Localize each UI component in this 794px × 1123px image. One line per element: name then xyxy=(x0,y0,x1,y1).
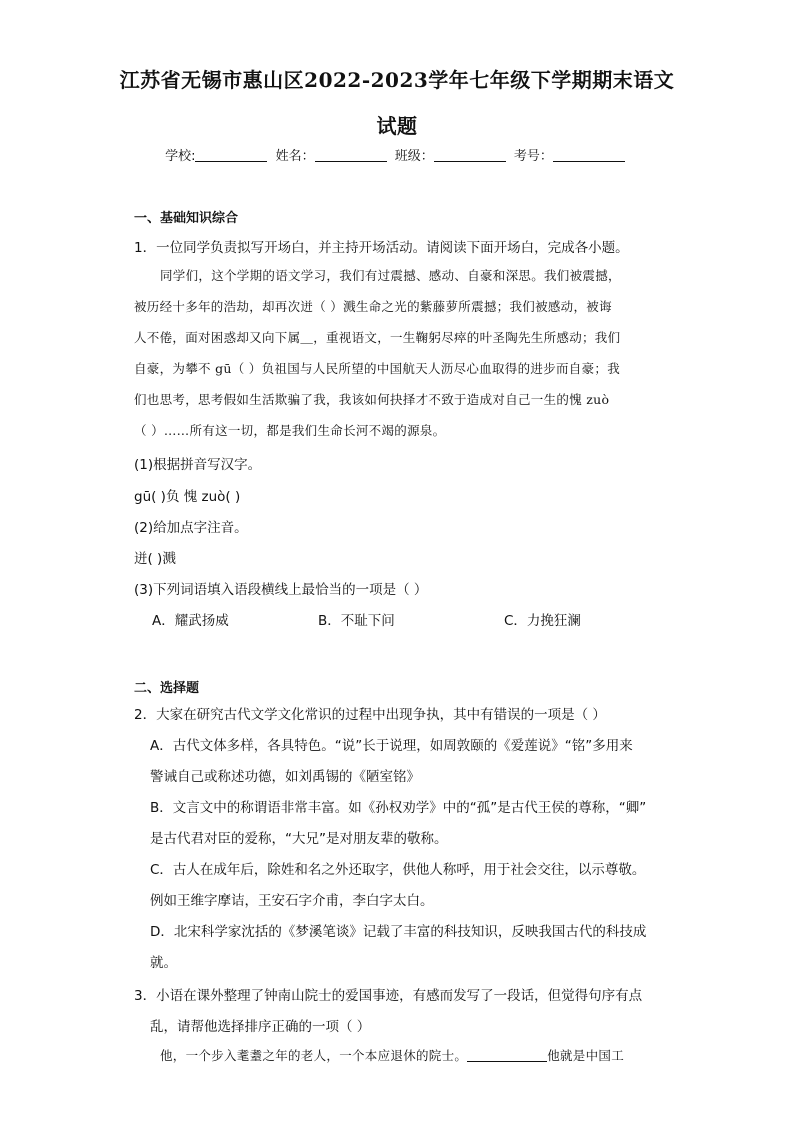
section-heading-1: 一、基础知识综合 xyxy=(134,211,239,226)
sub-question-1: (1)根据拼音写汉字。 xyxy=(134,457,262,473)
class-blank[interactable] xyxy=(434,149,506,162)
name-label: 姓名： xyxy=(275,149,315,164)
student-info-row xyxy=(0,145,794,164)
option-b[interactable]: B．不耻下问 xyxy=(318,613,395,629)
option-d-line-cont: 就。 xyxy=(150,955,177,971)
sub-question-2-items: 迸( )溅 xyxy=(134,551,176,567)
section-heading-2: 二、选择题 xyxy=(134,681,200,696)
fill-blank[interactable] xyxy=(467,1049,547,1062)
number-blank[interactable] xyxy=(553,149,625,162)
sub-question-1-items: gū( )负 愧 zuò( ) xyxy=(134,489,241,505)
option-c-line-cont: 例如王维字摩诘，王安石字介甫，李白字太白。 xyxy=(150,893,434,909)
option-a[interactable]: A．耀武扬威 xyxy=(152,613,229,629)
passage-line: 人不倦，面对困惑却又向下属＿，重视语文，一生鞠躬尽瘁的叶圣陶先生所感动；我们 xyxy=(134,330,621,345)
passage-line: 同学们，这个学期的语文学习，我们有过震撼、感动、自豪和深思。我们被震撼， xyxy=(160,268,621,283)
passage-text: 他，一个步入耄耋之年的老人，一个本应退休的院士。 xyxy=(160,1048,468,1063)
question-3-stem-cont: 乱，请帮他选择排序正确的一项（ ） xyxy=(150,1019,371,1035)
question-3-stem: 3．小语在课外整理了钟南山院士的爱国事迹，有感而发写了一段话，但觉得句序有点 xyxy=(134,988,643,1004)
option-b-line[interactable]: B．文言文中的称谓语非常丰富。如《孙权劝学》中的“孤”是古代王侯的尊称，“卿” xyxy=(150,800,647,816)
school-blank[interactable] xyxy=(195,149,267,162)
passage-text: 他就是中国工 xyxy=(547,1048,625,1063)
school-label: 学校: xyxy=(165,149,196,164)
passage-line: 们也思考，思考假如生活欺骗了我，我该如何抉择才不致于造成对自己一生的愧 zuò xyxy=(134,392,610,407)
question-1-stem: 1．一位同学负责拟写开场白，并主持开场活动。请阅读下面开场白，完成各小题。 xyxy=(134,240,629,256)
sub-question-3: (3)下列词语填入语段横线上最恰当的一项是（ ） xyxy=(134,582,428,598)
class-label: 班级： xyxy=(394,149,434,164)
option-b-line-cont: 是古代君对臣的爱称，“大兄”是对朋友辈的敬称。 xyxy=(150,831,448,847)
option-c[interactable]: C．力挽狂澜 xyxy=(504,613,581,629)
page-title-continued: 试题 xyxy=(376,114,418,138)
passage-line: 被历经十多年的浩劫，却再次迸（ ）溅生命之光的紫藤萝所震撼；我们被感动，被诲 xyxy=(134,299,612,314)
option-a-line[interactable]: A．古代文体多样，各具特色。“说”长于说理，如周敦颐的《爱莲说》“铭”多用来 xyxy=(150,738,633,754)
question-3-passage xyxy=(160,1046,624,1064)
option-c-line[interactable]: C．古人在成年后，除姓和名之外还取字，供他人称呼，用于社会交往，以示尊敬。 xyxy=(150,862,646,878)
page-title: 江苏省无锡市惠山区2022-2023学年七年级下学期期末语文 xyxy=(119,68,675,92)
name-blank[interactable] xyxy=(315,149,387,162)
passage-line: （ ）……所有这一切，都是我们生命长河不竭的源泉。 xyxy=(134,423,446,438)
option-d-line[interactable]: D．北宋科学家沈括的《梦溪笔谈》记载了丰富的科技知识，反映我国古代的科技成 xyxy=(150,924,647,940)
number-label: 考号： xyxy=(513,149,553,164)
passage-line: 自豪，为攀不 gū（ ）负祖国与人民所望的中国航天人沥尽心血取得的进步而自豪；我 xyxy=(134,361,621,376)
question-2-stem: 2．大家在研究古代文学文化常识的过程中出现争执，其中有错误的一项是（ ） xyxy=(134,707,606,723)
sub-question-2: (2)给加点字注音。 xyxy=(134,520,248,536)
option-a-line-cont: 警诫自己或称述功德，如刘禹锡的《陋室铭》 xyxy=(150,769,420,785)
